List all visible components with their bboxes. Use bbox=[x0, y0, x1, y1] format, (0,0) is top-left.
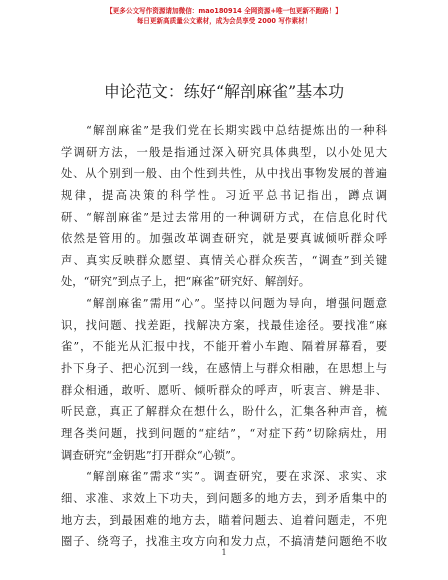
body-text-line: 圈子、绕弯子，找准主攻方向和发力点，不搞清楚问题绝不收 bbox=[61, 535, 387, 549]
body-text-line: 雀”，不能光从汇报中找，不能开着小车跑、隔着屏幕看，要 bbox=[61, 340, 387, 354]
body-text-line: 依然是管用的。加强改革调查研究，就是要真诚倾听群众呼 bbox=[61, 232, 387, 246]
body-text-line: 研、“解剖麻雀”是过去常用的一种调研方式，在信息化时代 bbox=[61, 210, 387, 224]
body-text-line: “解剖麻雀”需用“心”。坚持以问题为导向，增强问题意 bbox=[61, 297, 387, 311]
body-text-line: “解剖麻雀”是我们党在长期实践中总结提炼出的一种科 bbox=[61, 124, 387, 137]
body-text-line: 扑下身子、把心沉到一线，在感情上与群众相融，在思想上与 bbox=[61, 362, 387, 376]
body-text-line: 理各类问题，找到问题的“症结”，“对症下药”切除病灶，用 bbox=[61, 426, 387, 440]
body-text-line: 地方去，到最困难的地方去，瞄着问题去、追着问题走，不兜 bbox=[61, 513, 387, 527]
page-number: 1 bbox=[221, 548, 227, 557]
body-text-line: “解剖麻雀”需求“实”。调查研究，要在求深、求实、求 bbox=[61, 470, 387, 484]
body-text-line: 学调研方法，一般是指通过深入研究具体典型，以小处见大 bbox=[61, 145, 387, 159]
body-text-line: 听民意，真正了解群众在想什么，盼什么，汇集各种声音，梳 bbox=[61, 405, 387, 419]
body-text-line: 调查研究“金钥匙”打开群众“心锁”。 bbox=[61, 448, 243, 462]
body-text-line: 规律，提高决策的科学性。习近平总书记指出，蹲点调 bbox=[61, 188, 387, 202]
body-text-line: 识，找问题、找差距，找解决方案，找最佳途径。要找准“麻 bbox=[61, 318, 387, 332]
promo-banner-line-1: 【更多公文写作资源请加微信：mao180914 全网资源+唯一包更新不跑路！】 bbox=[106, 7, 342, 15]
body-text-line: 群众相通，敢听、愿听、倾听群众的呼声，听衷言、辨是非、 bbox=[61, 383, 387, 397]
promo-banner bbox=[0, 6, 448, 26]
promo-banner-line-2: 每日更新高质量公文素材，成为会员享受 2000 写作素材！ bbox=[136, 17, 312, 25]
body-text-line: 处，“研究”到点子上，把“麻雀”研究好、解剖好。 bbox=[61, 275, 311, 289]
body-text-line: 细、求准、求效上下功夫，到问题多的地方去，到矛盾集中的 bbox=[61, 491, 387, 505]
body-text-line: 声、真实反映群众愿望、真情关心群众疾苦，“调查”到关键 bbox=[61, 253, 387, 267]
document-title: 申论范文：练好“解剖麻雀”基本功 bbox=[103, 82, 345, 101]
document-body bbox=[61, 120, 387, 553]
body-text-line: 处、从个别到一般、由个性到共性，从中找出事物发展的普遍 bbox=[61, 167, 387, 181]
